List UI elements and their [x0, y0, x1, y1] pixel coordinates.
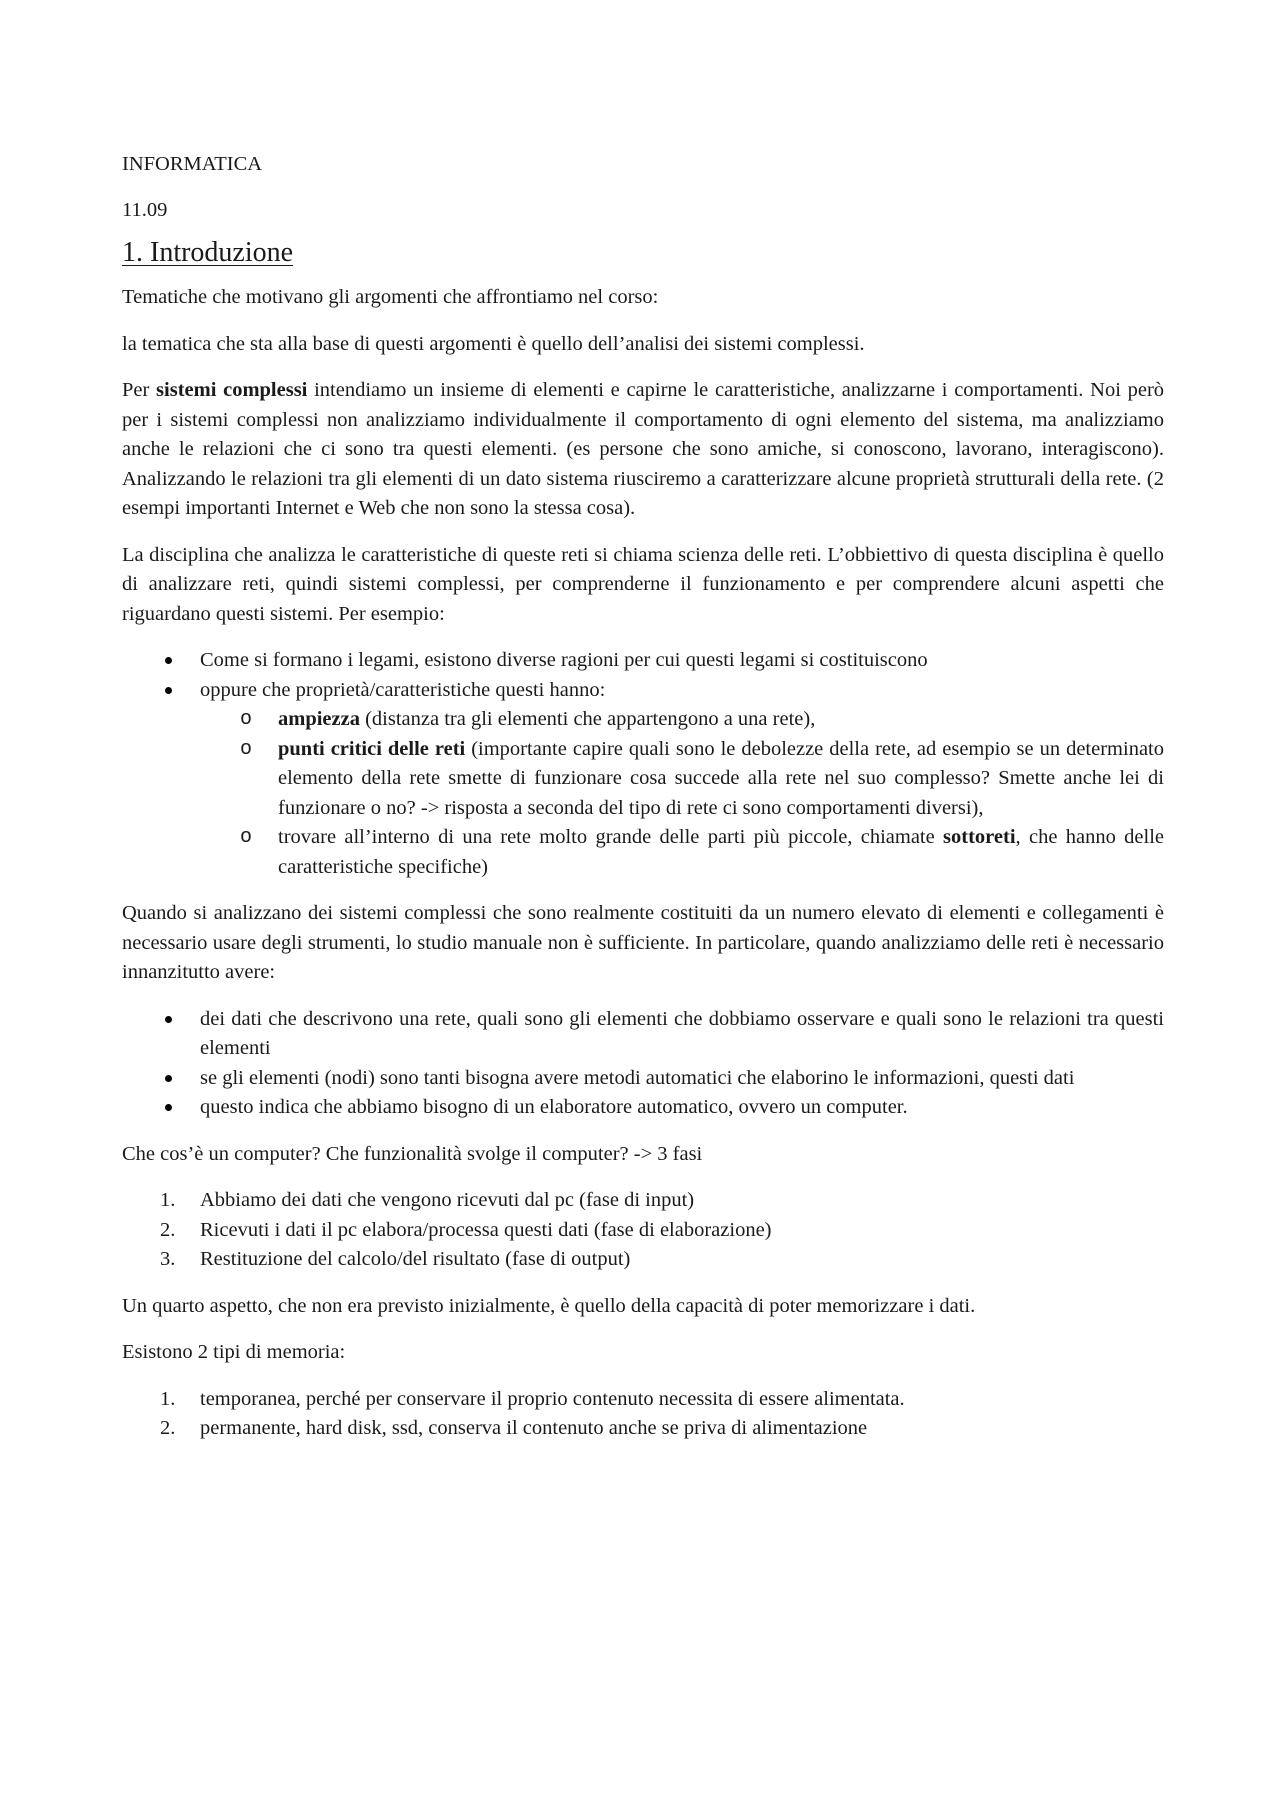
list-item [122, 1385, 1164, 1415]
list-item: se gli elementi (nodi) sono tanti bisogna avere metodi automatici che elaborino le informazioni, questi dati [122, 1064, 1164, 1094]
paragraph-memory-types: Esistono 2 tipi di memoria: [122, 1341, 346, 1363]
list-number: 1. [160, 1387, 176, 1410]
paragraph-network-science: La disciplina che analizza le caratteristiche di queste reti si chiama scienza delle reti. L’obbiettivo di questa disciplina è quello di analizzare reti, quindi sistemi complessi, per comprenderne il funzionamento e per comprendere alcuni aspetti che riguardano questi sistemi. Per esempio: [122, 543, 1164, 625]
text-segment: (importante capire quali sono le debolezze della rete, ad esempio se un determinato elemento della rete smette di funzionare cosa succede alla rete nel suo complesso? Smette anche lei di funzionare o no? -> risposta a seconda del tipo di rete ci sono comportamenti diversi), [278, 737, 1164, 819]
list-item-text: Ricevuti i dati il pc elabora/processa questi dati (fase di elaborazione) [200, 1218, 772, 1241]
paragraph-tools: Quando si analizzano dei sistemi complessi che sono realmente costituiti da un numero elevato di elementi e collegamenti è necessario usare degli strumenti, lo studio manuale non è sufficiente. In particolare, quando analizziamo delle reti è necessario innanzitutto avere: [122, 902, 1164, 983]
list-item-text: temporanea, perché per conservare il proprio contenuto necessita di essere alimentata. [200, 1387, 905, 1410]
list-item: Come si formano i legami, esistono diverse ragioni per cui questi legami si costituiscono [122, 646, 1164, 676]
list-item: questo indica che abbiamo bisogno di un elaboratore automatico, ovvero un computer. [122, 1093, 1164, 1123]
list-item-text: permanente, hard disk, ssd, conserva il contenuto anche se priva di alimentazione [200, 1417, 868, 1439]
list-item [122, 1414, 1164, 1444]
sub-list-item [122, 823, 1164, 882]
list-number: 2. [160, 1218, 176, 1241]
bullet-list-examples [122, 646, 1164, 882]
section-heading: 1. Introduzione [122, 237, 294, 268]
document-title: INFORMATICA [122, 153, 263, 175]
document-date: 11.09 [122, 198, 168, 221]
paragraph-theme: la tematica che sta alla base di questi argomenti è quello dell’analisi dei sistemi complessi. [122, 332, 865, 355]
text-segment: Per [122, 379, 157, 401]
sub-list-properties [200, 705, 1164, 882]
paragraph-computer-question: Che cos’è un computer? Che funzionalità svolge il computer? -> 3 fasi [122, 1142, 703, 1165]
list-number: 2. [160, 1417, 176, 1439]
bullet-list-requirements [122, 1005, 1164, 1123]
sub-list-item [122, 735, 1164, 824]
text-segment: intendiamo un insieme di elementi e capirne le caratteristiche, analizzarne i comportamenti. Noi però per i sistemi complessi non analizziamo individualmente il comportamento di ogni elemento del sistema, ma analizziamo anche le relazioni che ci sono tra questi elementi. (es persone che sono amiche, si conoscono, lavorano, interagiscono). Analizzando le relazioni tra gli elementi di un dato sistema riusciremo a caratterizzare alcune proprietà strutturali della rete. (2 esempi importanti Internet e Web che non sono la stessa cosa). [122, 379, 1165, 519]
numbered-list-memory [122, 1385, 1164, 1444]
bold-term: punti critici delle reti [278, 737, 466, 760]
document-page [122, 150, 1164, 1461]
list-item-text: Abbiamo dei dati che vengono ricevuti dal pc (fase di input) [200, 1189, 695, 1211]
bold-term: sistemi complessi [156, 379, 308, 401]
paragraph-intro: Tematiche che motivano gli argomenti che affrontiamo nel corso: [122, 286, 659, 308]
text-segment: , che hanno delle caratteristiche specifiche) [278, 826, 1165, 878]
bold-term: ampiezza [278, 708, 360, 730]
bold-term: sottoreti [943, 826, 1016, 848]
paragraph-complex-systems [122, 376, 1164, 524]
paragraph-memory-aspect: Un quarto aspetto, che non era previsto inizialmente, è quello della capacità di poter memorizzare i dati. [122, 1294, 976, 1317]
list-item-text: Restituzione del calcolo/del risultato (fase di output) [200, 1248, 631, 1270]
text-segment: trovare all’interno di una rete molto grande delle parti più piccole, chiamate [278, 826, 944, 848]
list-item [122, 1186, 1164, 1216]
list-number: 3. [160, 1248, 176, 1270]
list-number: 1. [160, 1189, 176, 1211]
list-item [122, 1245, 1164, 1275]
text-segment: (distanza tra gli elementi che appartengono a una rete), [359, 708, 816, 730]
list-item: dei dati che descrivono una rete, quali sono gli elementi che dobbiamo osservare e quali sono le relazioni tra questi elementi [122, 1005, 1164, 1064]
list-item [122, 676, 1164, 883]
numbered-list-phases [122, 1186, 1164, 1275]
sub-list-item [122, 705, 1164, 735]
list-item-text: oppure che proprietà/caratteristiche questi hanno: [200, 678, 606, 701]
list-item [122, 1216, 1164, 1246]
